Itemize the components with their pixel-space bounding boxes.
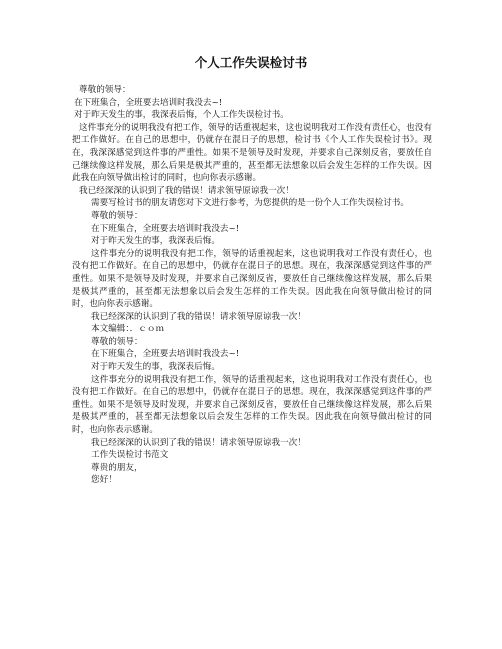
paragraph: 我已经深深的认识到了我的错误！请求领导原谅我一次！ <box>91 311 306 322</box>
paragraph: 在下班集合，全班要去培训时我没去~! <box>91 223 240 234</box>
section-heading: 工作失误检讨书范文 <box>91 450 169 461</box>
paragraph: 我已经深深的认识到了我的错误！请求领导原谅我一次！ <box>91 437 306 448</box>
paragraph: 在下班集合，全班要去培训时我没去~! <box>74 97 223 108</box>
salutation: 尊敬的领导： <box>91 336 143 347</box>
paragraph: 这件事充分的说明我没有把工作，领导的话重视起来，这也说明我对工作没有责任心，也没有把工作做好。在自己的思想中，仍就存在混日子的思想。现在，我深深感觉到这件事的严重性。如果不是领导及时发现，并要求自己深刻反省，要放任自己继续像这样发展，那么后果是极其严重的，甚至都无法想象以后会发生怎样的工作失误。因此我在向领导做出检讨的同时，也向你表示感谢。 <box>72 374 432 436</box>
paragraph: 这件事充分的说明我没有把工作，领导的话重视起来，这也说明我对工作没有责任心，也没有把工作做好。在自己的思想中，仍就存在混日子的思想。现在，我深深感觉到这件事的严重性。如果不是领导及时发现，并要求自己深刻反省，要放任自己继续像这样发展，那么后果是极其严重的，甚至都无法想象以后会发生怎样的工作失误。因此我在向领导做出检讨的同时，也向你表示感谢。 <box>72 248 432 310</box>
paragraph: 需要写检讨书的朋友请您对下文进行参考，为您提供的是一份个人工作失误检讨书。 <box>91 198 409 209</box>
salutation: 尊敬的领导： <box>79 85 131 95</box>
paragraph: 在下班集合，全班要去培训时我没去~! <box>91 349 240 360</box>
document-body <box>72 84 432 487</box>
salutation: 尊敬的领导： <box>91 210 143 221</box>
editor-note: 本文编辑：．ｃｏｍ <box>91 324 165 335</box>
paragraph: 我已经深深的认识到了我的错误！请求领导原谅我一次！ <box>79 185 294 196</box>
paragraph: 这件事充分的说明我没有把工作，领导的话重视起来，这也说明我对工作没有责任心，也没有把工作做好。在自己的思想中，仍就存在混日子的思想，检讨书《个人工作失误检讨书》。现在，我深深感觉到这件事的严重性。如果不是领导及时发现，并要求自己深刻反省，要放任自己继续像这样发展，那么后果是极其严重的，甚至都无法想象以后会发生怎样的工作失误。因此我在向领导做出检讨的同时，也向你表示感谢。 <box>72 122 432 184</box>
greeting: 您好！ <box>91 475 117 486</box>
salutation: 尊贵的朋友， <box>91 462 143 473</box>
document-title: 个人工作失误检讨书 <box>194 55 308 70</box>
paragraph: 对于昨天发生的事，我深表后悔。 <box>91 362 220 373</box>
paragraph: 对于昨天发生的事，我深表后悔。 <box>91 236 220 247</box>
paragraph: 对于昨天发生的事，我深表后悔，个人工作失误检讨书。 <box>74 110 289 121</box>
